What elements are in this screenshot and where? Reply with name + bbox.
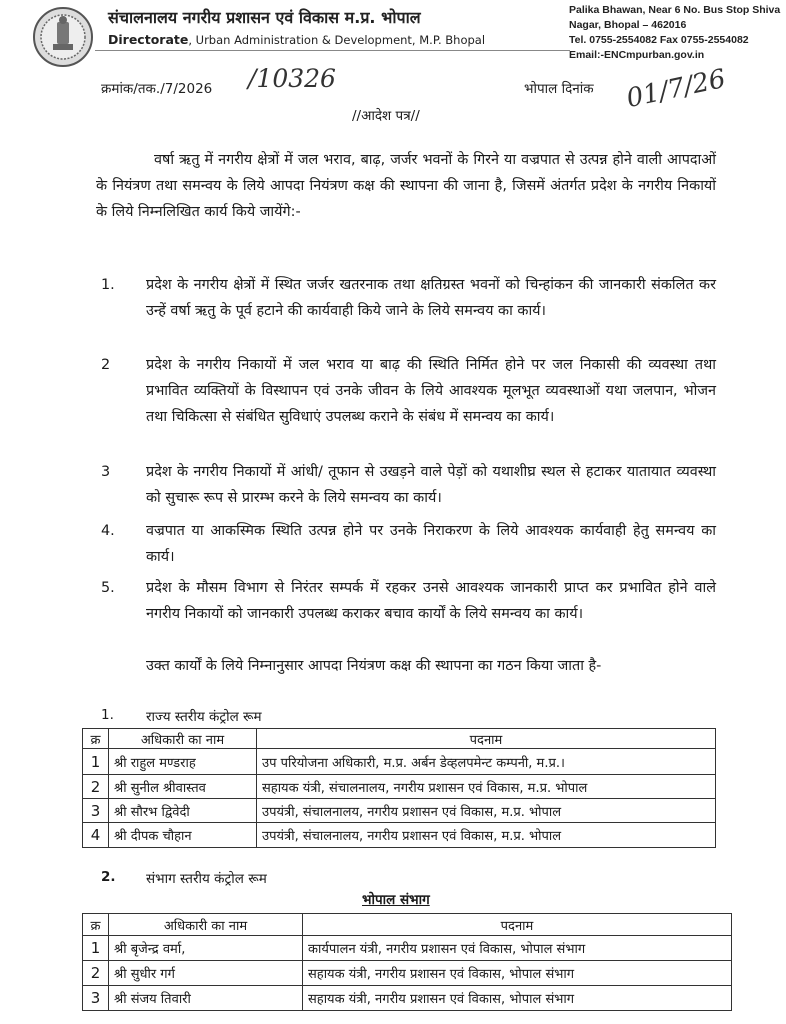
header-divider xyxy=(95,50,570,51)
serial-cell: 4 xyxy=(83,823,109,848)
address-line: Email:-ENCmpurban.gov.in xyxy=(569,49,705,61)
officer-name-cell: श्री राहुल मण्डराह xyxy=(109,749,257,775)
org-name-english-bold: Directorate xyxy=(108,32,189,47)
officer-name-cell: श्री सुनील श्रीवास्तव xyxy=(109,775,257,799)
section-number: 2. xyxy=(101,869,116,885)
column-header: अधिकारी का नाम xyxy=(109,914,303,936)
intro-paragraph: वर्षा ऋतु में नगरीय क्षेत्रों में जल भराव, बाढ़, जर्जर भवनों के गिरने या वज्रपात से उत्पन्न होने वाली आपदाओं के नियंत्रण तथा समन्वय के लिये आपदा नियंत्रण कक्ष की स्थापना की जाना है, जिसमें अंतर्गत प्रदेश के नगरीय निकायों के लिये निम्नलिखित कार्य किये जायेंगे:- xyxy=(96,152,716,220)
place-date-label: भोपाल दिनांक xyxy=(524,81,594,97)
designation-cell: सहायक यंत्री, संचालनालय, नगरीय प्रशासन एवं विकास, म.प्र. भोपाल xyxy=(257,775,716,799)
table-row xyxy=(83,936,732,961)
section-title: संभाग स्तरीय कंट्रोल रूम xyxy=(146,871,267,887)
table-header-row xyxy=(83,914,732,936)
serial-cell: 3 xyxy=(83,799,109,823)
serial-cell: 3 xyxy=(83,986,109,1011)
officer-name-cell: श्री दीपक चौहान xyxy=(109,823,257,848)
item-text: वज्रपात या आकस्मिक स्थिति उत्पन्न होने पर उनके निराकरण के लिये आवश्यक कार्यवाही हेतु समन्वय का कार्य। xyxy=(146,523,716,565)
state-control-room-table xyxy=(82,728,716,848)
address-line: Tel. 0755-2554082 Fax 0755-2554082 xyxy=(569,34,749,46)
table-row xyxy=(83,823,716,848)
item-number: 2 xyxy=(101,357,111,373)
item-text: प्रदेश के मौसम विभाग से निरंतर सम्पर्क में रहकर उनसे आवश्यक जानकारी प्राप्त कर प्रभावित होने वाले नगरीय निकायों को जानकारी उपलब्ध कराकर बचाव कार्यों के लिये समन्वय का कार्य। xyxy=(146,580,716,622)
item-text: प्रदेश के नगरीय निकायों में जल भराव या बाढ़ की स्थिति निर्मित होने पर जल निकासी की व्यवस्था तथा प्रभावित व्यक्तियों के विस्थापन एवं उनके जीवन के लिये आवश्यक मूलभूत व्यवस्थाओं यथा जलपान, भोजन तथा चिकित्सा से संबंधित सुविधाएं उपलब्ध कराने के संबंध में समन्वय का कार्य। xyxy=(146,357,716,425)
org-name-english xyxy=(108,32,485,47)
column-header: पदनाम xyxy=(303,914,732,936)
officer-name-cell: श्री बृजेन्द्र वर्मा, xyxy=(109,936,303,961)
serial-cell: 1 xyxy=(83,936,109,961)
division-heading: भोपाल संभाग xyxy=(362,892,430,908)
designation-cell: उप परियोजना अधिकारी, म.प्र. अर्बन डेव्हलपमेन्ट कम्पनी, म.प्र.। xyxy=(257,749,716,775)
order-title: //आदेश पत्र// xyxy=(352,108,420,124)
handwritten-date: 01/7/26 xyxy=(623,63,729,115)
item-number: 3 xyxy=(101,464,111,480)
table-row xyxy=(83,799,716,823)
address-line: Palika Bhawan, Near 6 No. Bus Stop Shiva xyxy=(569,4,781,16)
table-row xyxy=(83,749,716,775)
serial-cell: 1 xyxy=(83,749,109,775)
serial-cell: 2 xyxy=(83,961,109,986)
item-number: 5. xyxy=(101,580,115,596)
officer-name-cell: श्री सौरभ द्विवेदी xyxy=(109,799,257,823)
column-header: क्र xyxy=(83,914,109,936)
office-address xyxy=(569,3,780,63)
item-number: 1. xyxy=(101,277,115,293)
designation-cell: कार्यपालन यंत्री, नगरीय प्रशासन एवं विकास, भोपाल संभाग xyxy=(303,936,732,961)
designation-cell: सहायक यंत्री, नगरीय प्रशासन एवं विकास, भोपाल संभाग xyxy=(303,961,732,986)
designation-cell: उपयंत्री, संचालनालय, नगरीय प्रशासन एवं विकास, म.प्र. भोपाल xyxy=(257,823,716,848)
handwritten-reference-number: /10326 xyxy=(248,64,336,93)
column-header: अधिकारी का नाम xyxy=(109,729,257,749)
org-name-hindi: संचालनालय नगरीय प्रशासन एवं विकास म.प्र. भोपाल xyxy=(108,8,421,27)
item-number: 4. xyxy=(101,523,115,539)
serial-cell: 2 xyxy=(83,775,109,799)
government-seal-icon xyxy=(32,6,94,68)
division-control-room-table xyxy=(82,913,732,1011)
designation-cell: सहायक यंत्री, नगरीय प्रशासन एवं विकास, भोपाल संभाग xyxy=(303,986,732,1011)
address-line: Nagar, Bhopal – 462016 xyxy=(569,19,687,31)
reference-label: क्रमांक/तक./7/2026 xyxy=(101,81,213,97)
officer-name-cell: श्री सुधीर गर्ग xyxy=(109,961,303,986)
column-header: क्र xyxy=(83,729,109,749)
officer-name-cell: श्री संजय तिवारी xyxy=(109,986,303,1011)
column-header: पदनाम xyxy=(257,729,716,749)
item-text: प्रदेश के नगरीय क्षेत्रों में स्थित जर्जर खतरनाक तथा क्षतिग्रस्त भवनों को चिन्हांकन की जानकारी संकलित कर उन्हें वर्षा ऋतु के पूर्व हटाने की कार्यवाही किये जाने के लिये समन्वय का कार्य। xyxy=(146,277,716,319)
item-text: प्रदेश के नगरीय निकायों में आंधी/ तूफान से उखड़ने वाले पेड़ों को यथाशीघ्र स्थल से हटाकर यातायात व्यवस्था को सुचारू रूप से प्रारम्भ करने के लिये समन्वय का कार्य। xyxy=(146,464,716,506)
table-row xyxy=(83,986,732,1011)
org-name-english-rest: , Urban Administration & Development, M.P. Bhopal xyxy=(188,33,486,47)
designation-cell: उपयंत्री, संचालनालय, नगरीय प्रशासन एवं विकास, म.प्र. भोपाल xyxy=(257,799,716,823)
section-title: राज्य स्तरीय कंट्रोल रूम xyxy=(146,709,262,725)
closing-paragraph: उक्त कार्यों के लिये निम्नानुसार आपदा नियंत्रण कक्ष की स्थापना का गठन किया जाता है- xyxy=(146,658,602,674)
table-row xyxy=(83,775,716,799)
table-row xyxy=(83,961,732,986)
table-header-row xyxy=(83,729,716,749)
section-number: 1. xyxy=(101,707,114,723)
